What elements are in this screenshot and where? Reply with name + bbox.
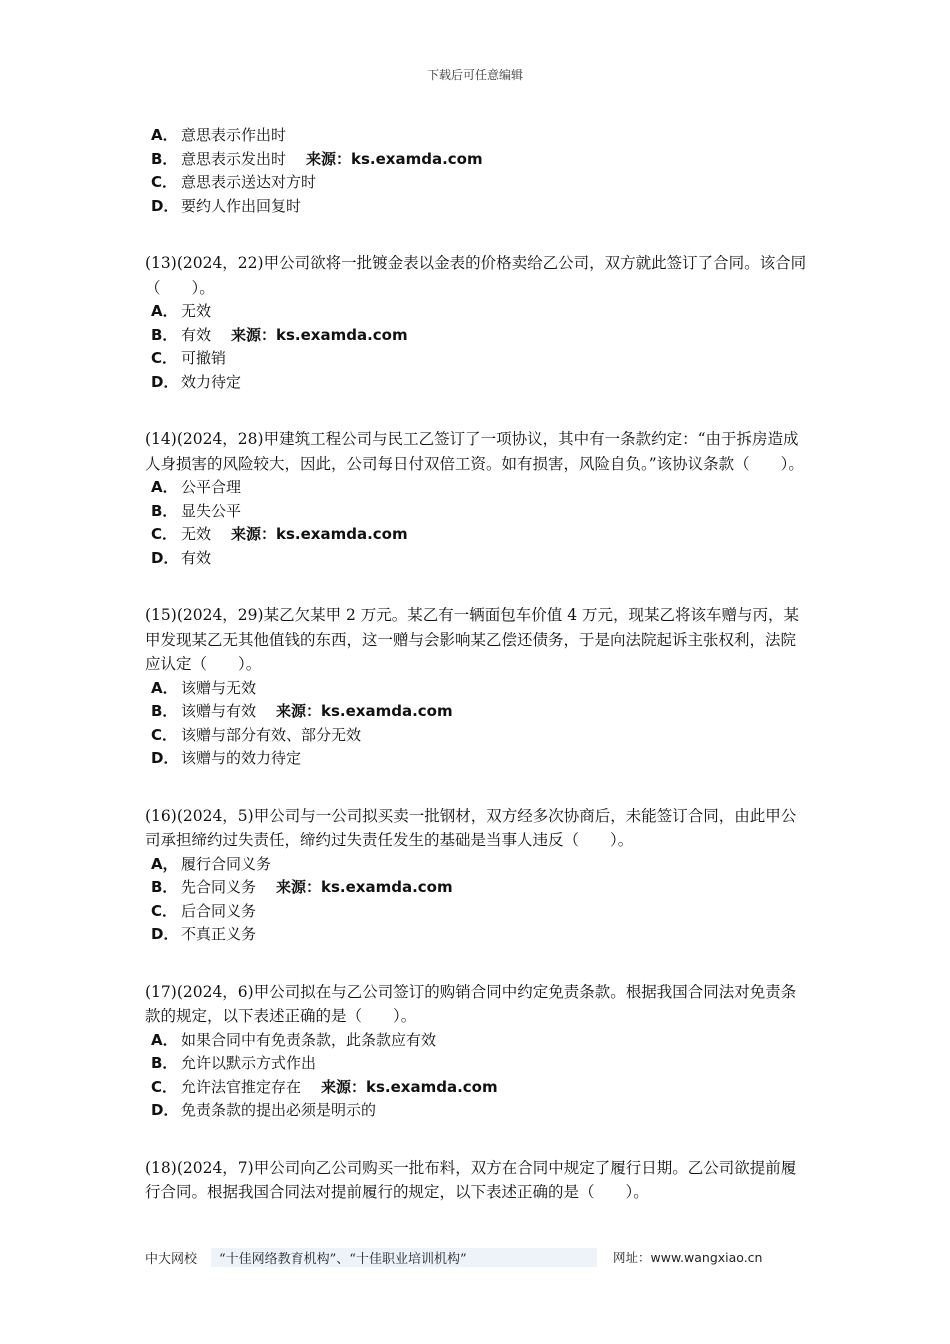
option-a: A． 公平合理 (151, 478, 242, 496)
footer-slogan: “十佳网络教育机构”、“十佳职业培训机构” (211, 1248, 597, 1267)
footer-website: 网址：www.wangxiao.cn (613, 1250, 763, 1265)
source-note: 来源：ks.examda.com (306, 149, 483, 168)
option-b: B． 有效 来源：ks.examda.com (151, 325, 408, 344)
question-17 (145, 980, 810, 1123)
question-stem: (16)(2024，5)甲公司与一公司拟买卖一批钢材，双方经多次协商后，未能签订合同，由此甲公司承担缔约过失责任，缔约过失责任发生的基础是当事人违反（ ）。 (145, 806, 797, 849)
option-d: D． 效力待定 (151, 372, 242, 391)
source-note: 来源：ks.examda.com (276, 702, 453, 720)
source-note: 来源：ks.examda.com (231, 325, 408, 344)
question-stem: (13)(2024，22)甲公司欲将一批镀金表以金表的价格卖给乙公司，双方就此签订了合同。该合同（ ）。 (145, 254, 807, 297)
source-note: 来源：ks.examda.com (276, 878, 453, 896)
option-b: B． 显失公平 (151, 501, 242, 520)
option-a: A． 该赠与无效 (151, 678, 257, 697)
source-note: 来源：ks.examda.com (231, 525, 408, 543)
question-stem: (17)(2024，6)甲公司拟在与乙公司签订的购销合同中约定免责条款。根据我国合同法对免责条款的规定，以下表述正确的是（ ）。 (145, 982, 797, 1025)
question-stem: (14)(2024，28)甲建筑工程公司与民工乙签订了一项协议，其中有一条款约定：“由于拆房造成人身损害的风险较大，因此，公司每日付双倍工资。如有损害，风险自负。”该协议条款（ ）。 (145, 430, 804, 473)
option-d: D． 免责条款的提出必须是明示的 (151, 1101, 377, 1119)
question-13 (145, 251, 810, 394)
option-d: D． 不真正义务 (151, 925, 257, 943)
option-d: D． 要约人作出回复时 (151, 196, 302, 215)
option-b: B． 允许以默示方式作出 (151, 1054, 317, 1072)
question-list (145, 124, 810, 1205)
option-b: B． 意思表示发出时 来源：ks.examda.com (151, 149, 483, 168)
option-c: C． 该赠与部分有效、部分无效 (151, 725, 362, 744)
option-c: C． 可撤销 (151, 349, 227, 367)
option-b: B． 先合同义务 来源：ks.examda.com (151, 878, 453, 896)
question-12-options (145, 124, 810, 218)
option-a: A． 意思表示作出时 (151, 126, 287, 144)
question-stem: (18)(2024，7)甲公司向乙公司购买一批布料，双方在合同中规定了履行日期。乙公司欲提前履行合同。根据我国合同法对提前履行的规定，以下表述正确的是（ ）。 (145, 1158, 797, 1201)
question-stem: (15)(2024，29)某乙欠某甲 2 万元。某乙有一辆面包车价值 4 万元，现某乙将该车赠与丙，某甲发现某乙无其他值钱的东西，这一赠与会影响某乙偿还债务，于是向法院起诉主张权利，法院应认定（ ）。 (145, 606, 800, 673)
option-a: A． 如果合同中有免责条款，此条款应有效 (151, 1030, 437, 1049)
option-a: A， 履行合同义务 (151, 854, 272, 873)
option-c: C． 后合同义务 (151, 901, 257, 920)
option-d: D． 该赠与的效力待定 (151, 749, 302, 767)
page-footer (145, 1248, 805, 1266)
source-note: 来源：ks.examda.com (321, 1077, 498, 1096)
option-c: C． 无效 来源：ks.examda.com (151, 525, 408, 543)
option-d: D． 有效 (151, 548, 212, 567)
question-18 (145, 1156, 810, 1205)
option-c: C． 意思表示送达对方时 (151, 173, 317, 191)
question-15 (145, 603, 810, 771)
option-a: A． 无效 (151, 302, 212, 320)
option-c: C． 允许法官推定存在 来源：ks.examda.com (151, 1077, 498, 1096)
option-b: B． 该赠与有效 来源：ks.examda.com (151, 702, 453, 720)
page-header: 下载后可任意编辑 (426, 68, 523, 82)
footer-brand: 中大网校 (145, 1251, 198, 1267)
question-14 (145, 427, 810, 570)
question-16 (145, 804, 810, 947)
